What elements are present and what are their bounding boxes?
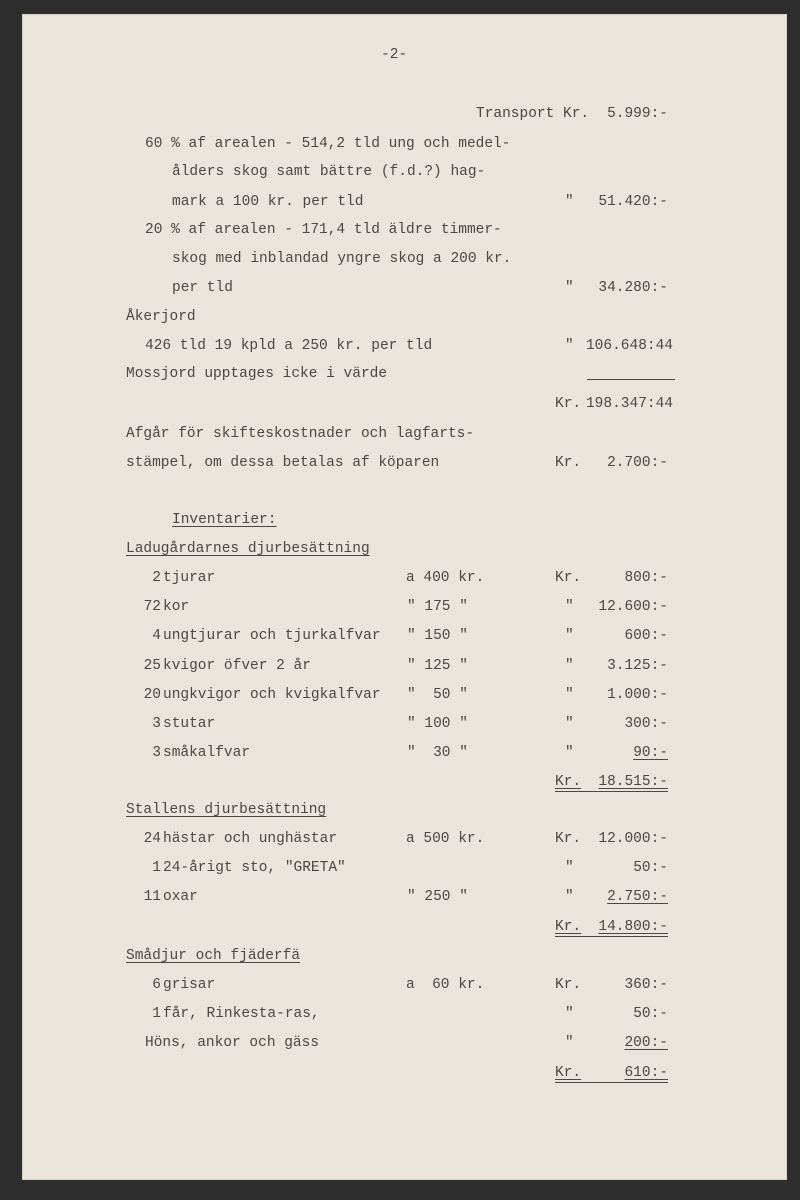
row-currency: Kr. bbox=[555, 570, 582, 586]
subtotal-amount: 198.347:44 bbox=[585, 396, 673, 412]
akerjord-heading: Åkerjord bbox=[126, 309, 196, 325]
section-total-amount: 14.800:- bbox=[598, 919, 668, 935]
row-currency: Kr. bbox=[555, 831, 582, 847]
row-price: " 50 " bbox=[407, 687, 468, 703]
row-price: " 150 " bbox=[407, 628, 468, 644]
row-qty: 6 bbox=[152, 977, 161, 993]
total-underline bbox=[555, 791, 668, 792]
row-ditto: " bbox=[565, 628, 574, 644]
row-qty: 2 bbox=[152, 570, 161, 586]
row-qty: 72 bbox=[143, 599, 161, 615]
land-1-line-3: mark a 100 kr. per tld bbox=[172, 194, 364, 210]
afgar-line-2: stämpel, om dessa betalas af köparen bbox=[126, 455, 440, 471]
page-number: -2- bbox=[381, 47, 408, 63]
afgar-label: Kr. bbox=[555, 455, 582, 471]
section-total-label: Kr. bbox=[555, 1065, 582, 1081]
row-amount: 300:- bbox=[624, 716, 668, 732]
document-page bbox=[22, 14, 787, 1180]
afgar-amount: 2.700:- bbox=[607, 455, 668, 471]
row-ditto: " bbox=[565, 889, 574, 905]
transport-amount: 5.999:- bbox=[607, 106, 668, 122]
row-item: kvigor öfver 2 år bbox=[163, 658, 311, 674]
section-heading-stallens: Stallens djurbesättning bbox=[126, 802, 327, 818]
transport-label: Transport Kr. bbox=[476, 106, 590, 122]
row-amount: 50:- bbox=[633, 860, 668, 876]
row-qty: 11 bbox=[143, 889, 161, 905]
row-item: ungkvigor och kvigkalfvar bbox=[163, 687, 381, 703]
section-total-label: Kr. bbox=[555, 774, 582, 790]
row-qty: 24 bbox=[143, 831, 161, 847]
row-price: a 400 kr. bbox=[406, 570, 485, 586]
land-2-ditto: " bbox=[565, 280, 574, 296]
row-amount: 800:- bbox=[624, 570, 668, 586]
row-qty: 1 bbox=[152, 1006, 161, 1022]
row-ditto: " bbox=[565, 687, 574, 703]
section-heading-smadjur: Smådjur och fjäderfä bbox=[126, 948, 301, 964]
section-heading-ladugard: Ladugårdarnes djurbesättning bbox=[126, 541, 370, 557]
row-amount: 3.125:- bbox=[607, 658, 668, 674]
row-qty: 1 bbox=[152, 860, 161, 876]
row-amount: 90:- bbox=[633, 745, 668, 761]
section-total-amount: 18.515:- bbox=[598, 774, 668, 790]
section-total-label: Kr. bbox=[555, 919, 582, 935]
row-item: Höns, ankor och gäss bbox=[145, 1035, 320, 1051]
row-ditto: " bbox=[565, 1035, 574, 1051]
row-item: grisar bbox=[163, 977, 216, 993]
row-item: får, Rinkesta-ras, bbox=[163, 1006, 320, 1022]
land-2-amount: 34.280:- bbox=[598, 280, 668, 296]
land-1-amount: 51.420:- bbox=[598, 194, 668, 210]
row-item: ungtjurar och tjurkalfvar bbox=[163, 628, 381, 644]
land-1-line-2: ålders skog samt bättre (f.d.?) hag- bbox=[172, 164, 486, 180]
total-underline bbox=[555, 936, 668, 937]
row-qty: 3 bbox=[152, 716, 161, 732]
land-1-line-1: 60 % af arealen - 514,2 tld ung och medel- bbox=[145, 136, 511, 152]
land-1-ditto: " bbox=[565, 194, 574, 210]
land-2-line-1: 20 % af arealen - 171,4 tld äldre timmer- bbox=[145, 222, 502, 238]
row-qty: 3 bbox=[152, 745, 161, 761]
afgar-line-1: Afgår för skifteskostnader och lagfarts- bbox=[126, 426, 475, 442]
row-ditto: " bbox=[565, 658, 574, 674]
subtotal-label: Kr. bbox=[555, 396, 582, 412]
akerjord-ditto: " bbox=[565, 338, 574, 354]
row-amount: 600:- bbox=[624, 628, 668, 644]
row-ditto: " bbox=[565, 716, 574, 732]
row-amount: 1.000:- bbox=[607, 687, 668, 703]
inventarier-heading: Inventarier: bbox=[172, 512, 277, 528]
akerjord-amount: 106.648:44 bbox=[585, 338, 673, 354]
row-qty: 20 bbox=[143, 687, 161, 703]
row-price: " 30 " bbox=[407, 745, 468, 761]
row-price: " 250 " bbox=[407, 889, 468, 905]
row-item: hästar och unghästar bbox=[163, 831, 338, 847]
row-ditto: " bbox=[565, 599, 574, 615]
row-item: kor bbox=[163, 599, 190, 615]
row-qty: 4 bbox=[152, 628, 161, 644]
row-ditto: " bbox=[565, 1006, 574, 1022]
row-currency: Kr. bbox=[555, 977, 582, 993]
row-amount: 200:- bbox=[624, 1035, 668, 1051]
row-item: tjurar bbox=[163, 570, 216, 586]
row-ditto: " bbox=[565, 860, 574, 876]
land-2-line-3: per tld bbox=[172, 280, 233, 296]
row-amount: 360:- bbox=[624, 977, 668, 993]
row-price: " 100 " bbox=[407, 716, 468, 732]
land-2-line-2: skog med inblandad yngre skog a 200 kr. bbox=[172, 251, 512, 267]
row-item: stutar bbox=[163, 716, 216, 732]
row-amount: 50:- bbox=[633, 1006, 668, 1022]
section-total-amount: 610:- bbox=[624, 1065, 668, 1081]
row-item: småkalfvar bbox=[163, 745, 251, 761]
row-price: a 60 kr. bbox=[406, 977, 485, 993]
sum-rule bbox=[587, 379, 675, 380]
row-qty: 25 bbox=[143, 658, 161, 674]
row-amount: 12.000:- bbox=[598, 831, 668, 847]
row-item: oxar bbox=[163, 889, 198, 905]
row-price: a 500 kr. bbox=[406, 831, 485, 847]
row-ditto: " bbox=[565, 745, 574, 761]
row-amount: 2.750:- bbox=[607, 889, 668, 905]
row-amount: 12.600:- bbox=[598, 599, 668, 615]
row-item: 24-årigt sto, "GRETA" bbox=[163, 860, 346, 876]
akerjord-line: 426 tld 19 kpld a 250 kr. per tld bbox=[145, 338, 433, 354]
row-price: " 125 " bbox=[407, 658, 468, 674]
mossjord-note: Mossjord upptages icke i värde bbox=[126, 366, 388, 382]
total-underline bbox=[555, 1082, 668, 1083]
row-price: " 175 " bbox=[407, 599, 468, 615]
